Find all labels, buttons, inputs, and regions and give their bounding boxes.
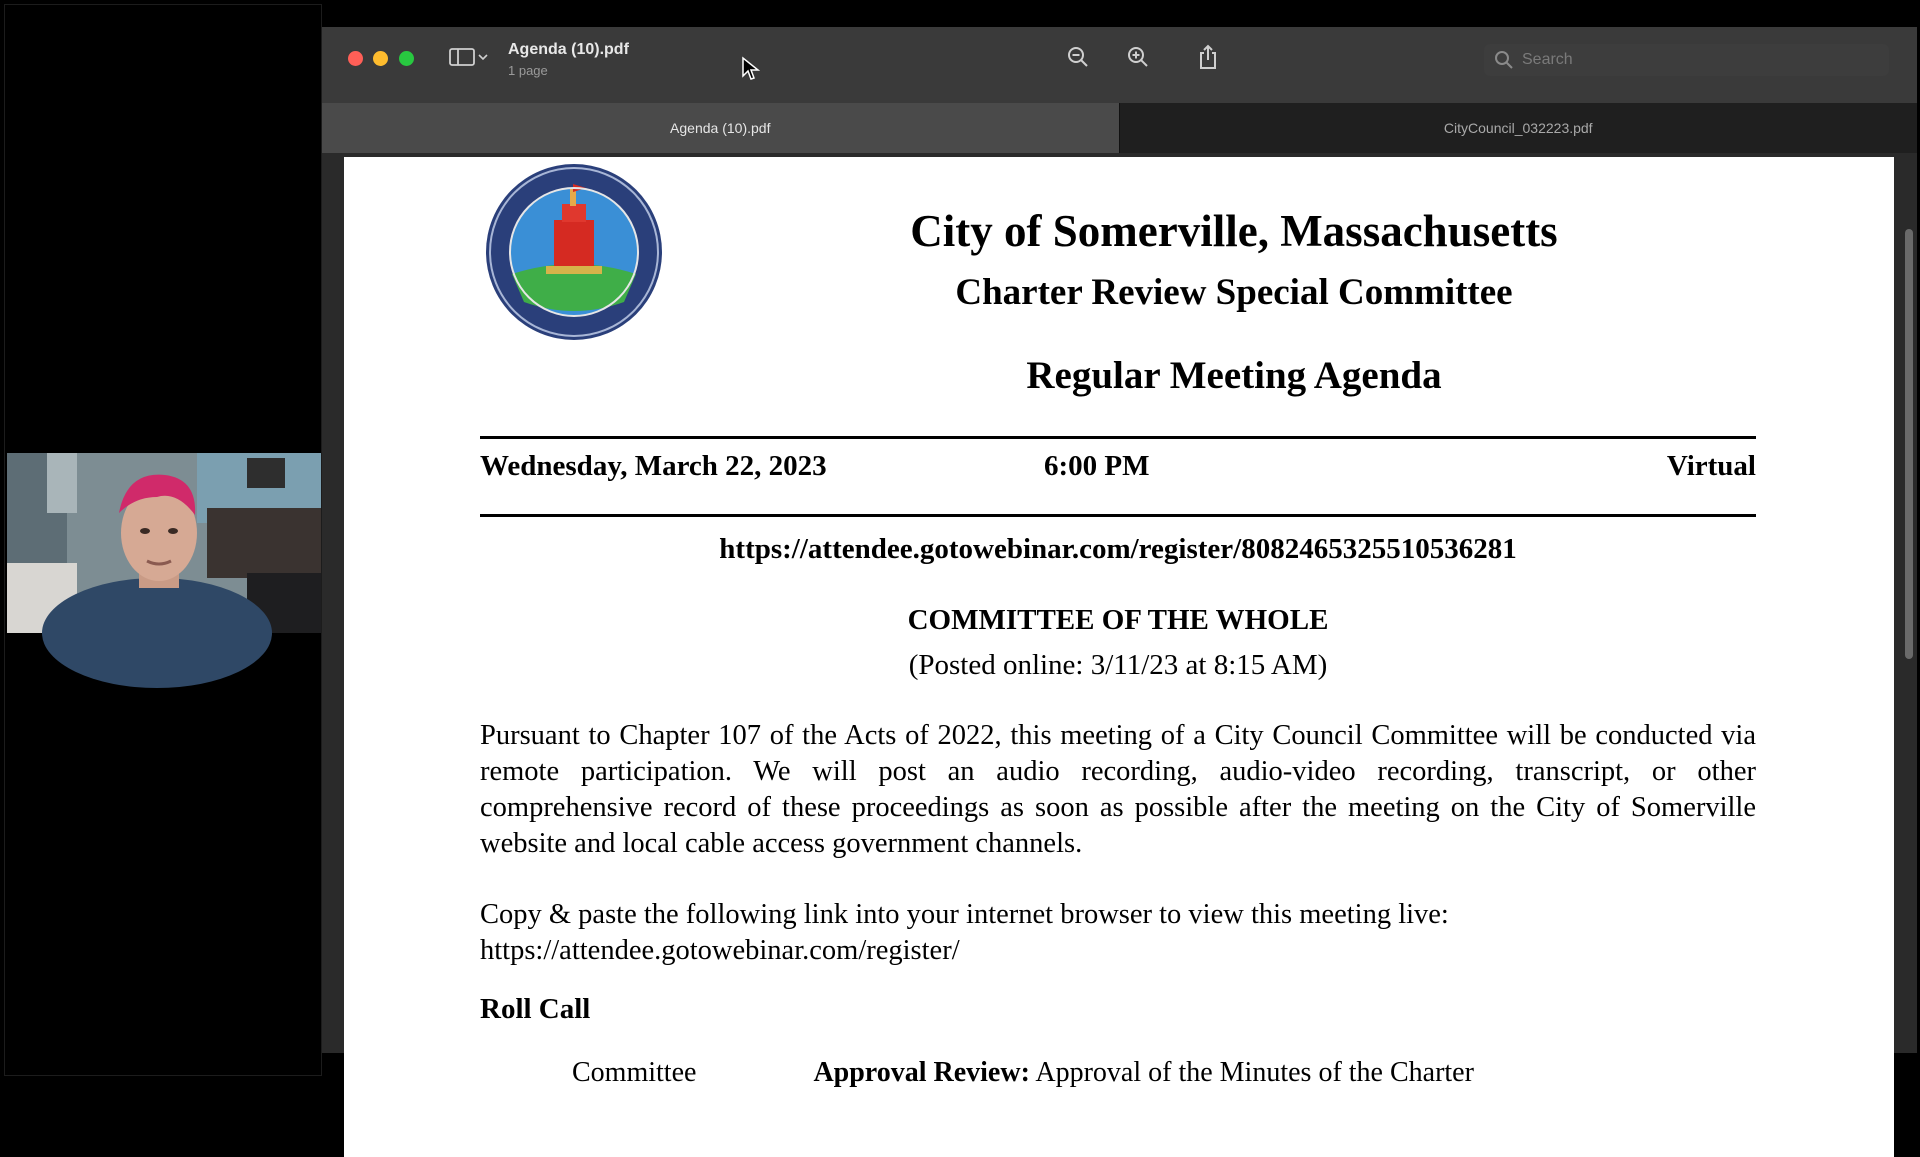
tab-bar bbox=[322, 103, 1917, 153]
zoom-in-icon bbox=[1126, 45, 1150, 74]
agenda-item-bold: Approval Review: bbox=[813, 1057, 1030, 1088]
register-link[interactable]: https://attendee.gotowebinar.com/register/8082465325510536281 bbox=[719, 533, 1517, 565]
sidebar-icon bbox=[448, 46, 490, 73]
agenda-item-text: Approval of the Minutes of the Charter bbox=[1035, 1057, 1474, 1088]
pdf-page bbox=[344, 157, 1894, 1157]
copy-link-url[interactable]: https://attendee.gotowebinar.com/register/ bbox=[480, 935, 960, 966]
copy-link-text: Copy & paste the following link into your internet browser to view this meeting live: bbox=[480, 899, 1449, 930]
sidebar-toggle-button[interactable] bbox=[446, 45, 492, 73]
meeting-location: Virtual bbox=[1666, 450, 1756, 482]
meeting-date: Wednesday, March 22, 2023 bbox=[480, 450, 827, 482]
posted-date: (Posted online: 3/11/23 at 8:15 AM) bbox=[908, 649, 1328, 681]
copy-link-paragraph bbox=[480, 897, 1756, 969]
preview-window bbox=[322, 27, 1917, 1088]
committee-of-whole: COMMITTEE OF THE WHOLE bbox=[907, 604, 1329, 636]
zoom-in-button[interactable] bbox=[1124, 45, 1152, 73]
remote-participation-paragraph: Pursuant to Chapter 107 of the Acts of 2022, this meeting of a City Council Committee will be conducted via remote participation. We will post an audio recording, audio-video recording, transcript, or other comprehensive record of these proceedings as soon as possible after the meeting on the City of Somerville website and local cable access government channels. bbox=[480, 720, 1756, 859]
search-input[interactable]: Search bbox=[1522, 51, 1573, 68]
vertical-scrollbar[interactable] bbox=[1905, 229, 1913, 659]
tab-citycouncil[interactable]: CityCouncil_032223.pdf bbox=[1119, 103, 1918, 153]
maximize-button[interactable] bbox=[399, 51, 414, 66]
roll-call-heading: Roll Call bbox=[480, 993, 591, 1025]
video-panel bbox=[4, 4, 322, 1076]
committee-heading: Charter Review Special Committee bbox=[955, 272, 1513, 313]
meeting-heading: Regular Meeting Agenda bbox=[1026, 354, 1442, 397]
share-icon bbox=[1196, 44, 1220, 75]
mouse-cursor-icon bbox=[741, 56, 761, 82]
titlebar bbox=[322, 27, 1917, 103]
close-button[interactable] bbox=[348, 51, 363, 66]
top-rule bbox=[480, 436, 1756, 439]
search-icon bbox=[1494, 50, 1514, 70]
agenda-item-label: Committee bbox=[572, 1057, 697, 1088]
document-title: Agenda (10).pdf bbox=[508, 41, 629, 58]
share-button[interactable] bbox=[1194, 45, 1222, 73]
document-viewport[interactable] bbox=[322, 153, 1917, 1088]
meeting-meta bbox=[480, 450, 1756, 483]
page-count: 1 page bbox=[508, 63, 548, 78]
city-heading: City of Somerville, Massachusetts bbox=[910, 206, 1558, 256]
minimize-button[interactable] bbox=[373, 51, 388, 66]
tab-agenda[interactable]: Agenda (10).pdf bbox=[322, 103, 1119, 153]
zoom-out-button[interactable] bbox=[1064, 45, 1092, 73]
zoom-out-icon bbox=[1066, 45, 1090, 74]
search-field[interactable] bbox=[1484, 44, 1889, 76]
agenda-item-partial bbox=[572, 1057, 1474, 1089]
webcam-feed bbox=[7, 453, 321, 633]
bottom-rule bbox=[480, 514, 1756, 517]
meeting-time: 6:00 PM bbox=[1044, 450, 1150, 482]
